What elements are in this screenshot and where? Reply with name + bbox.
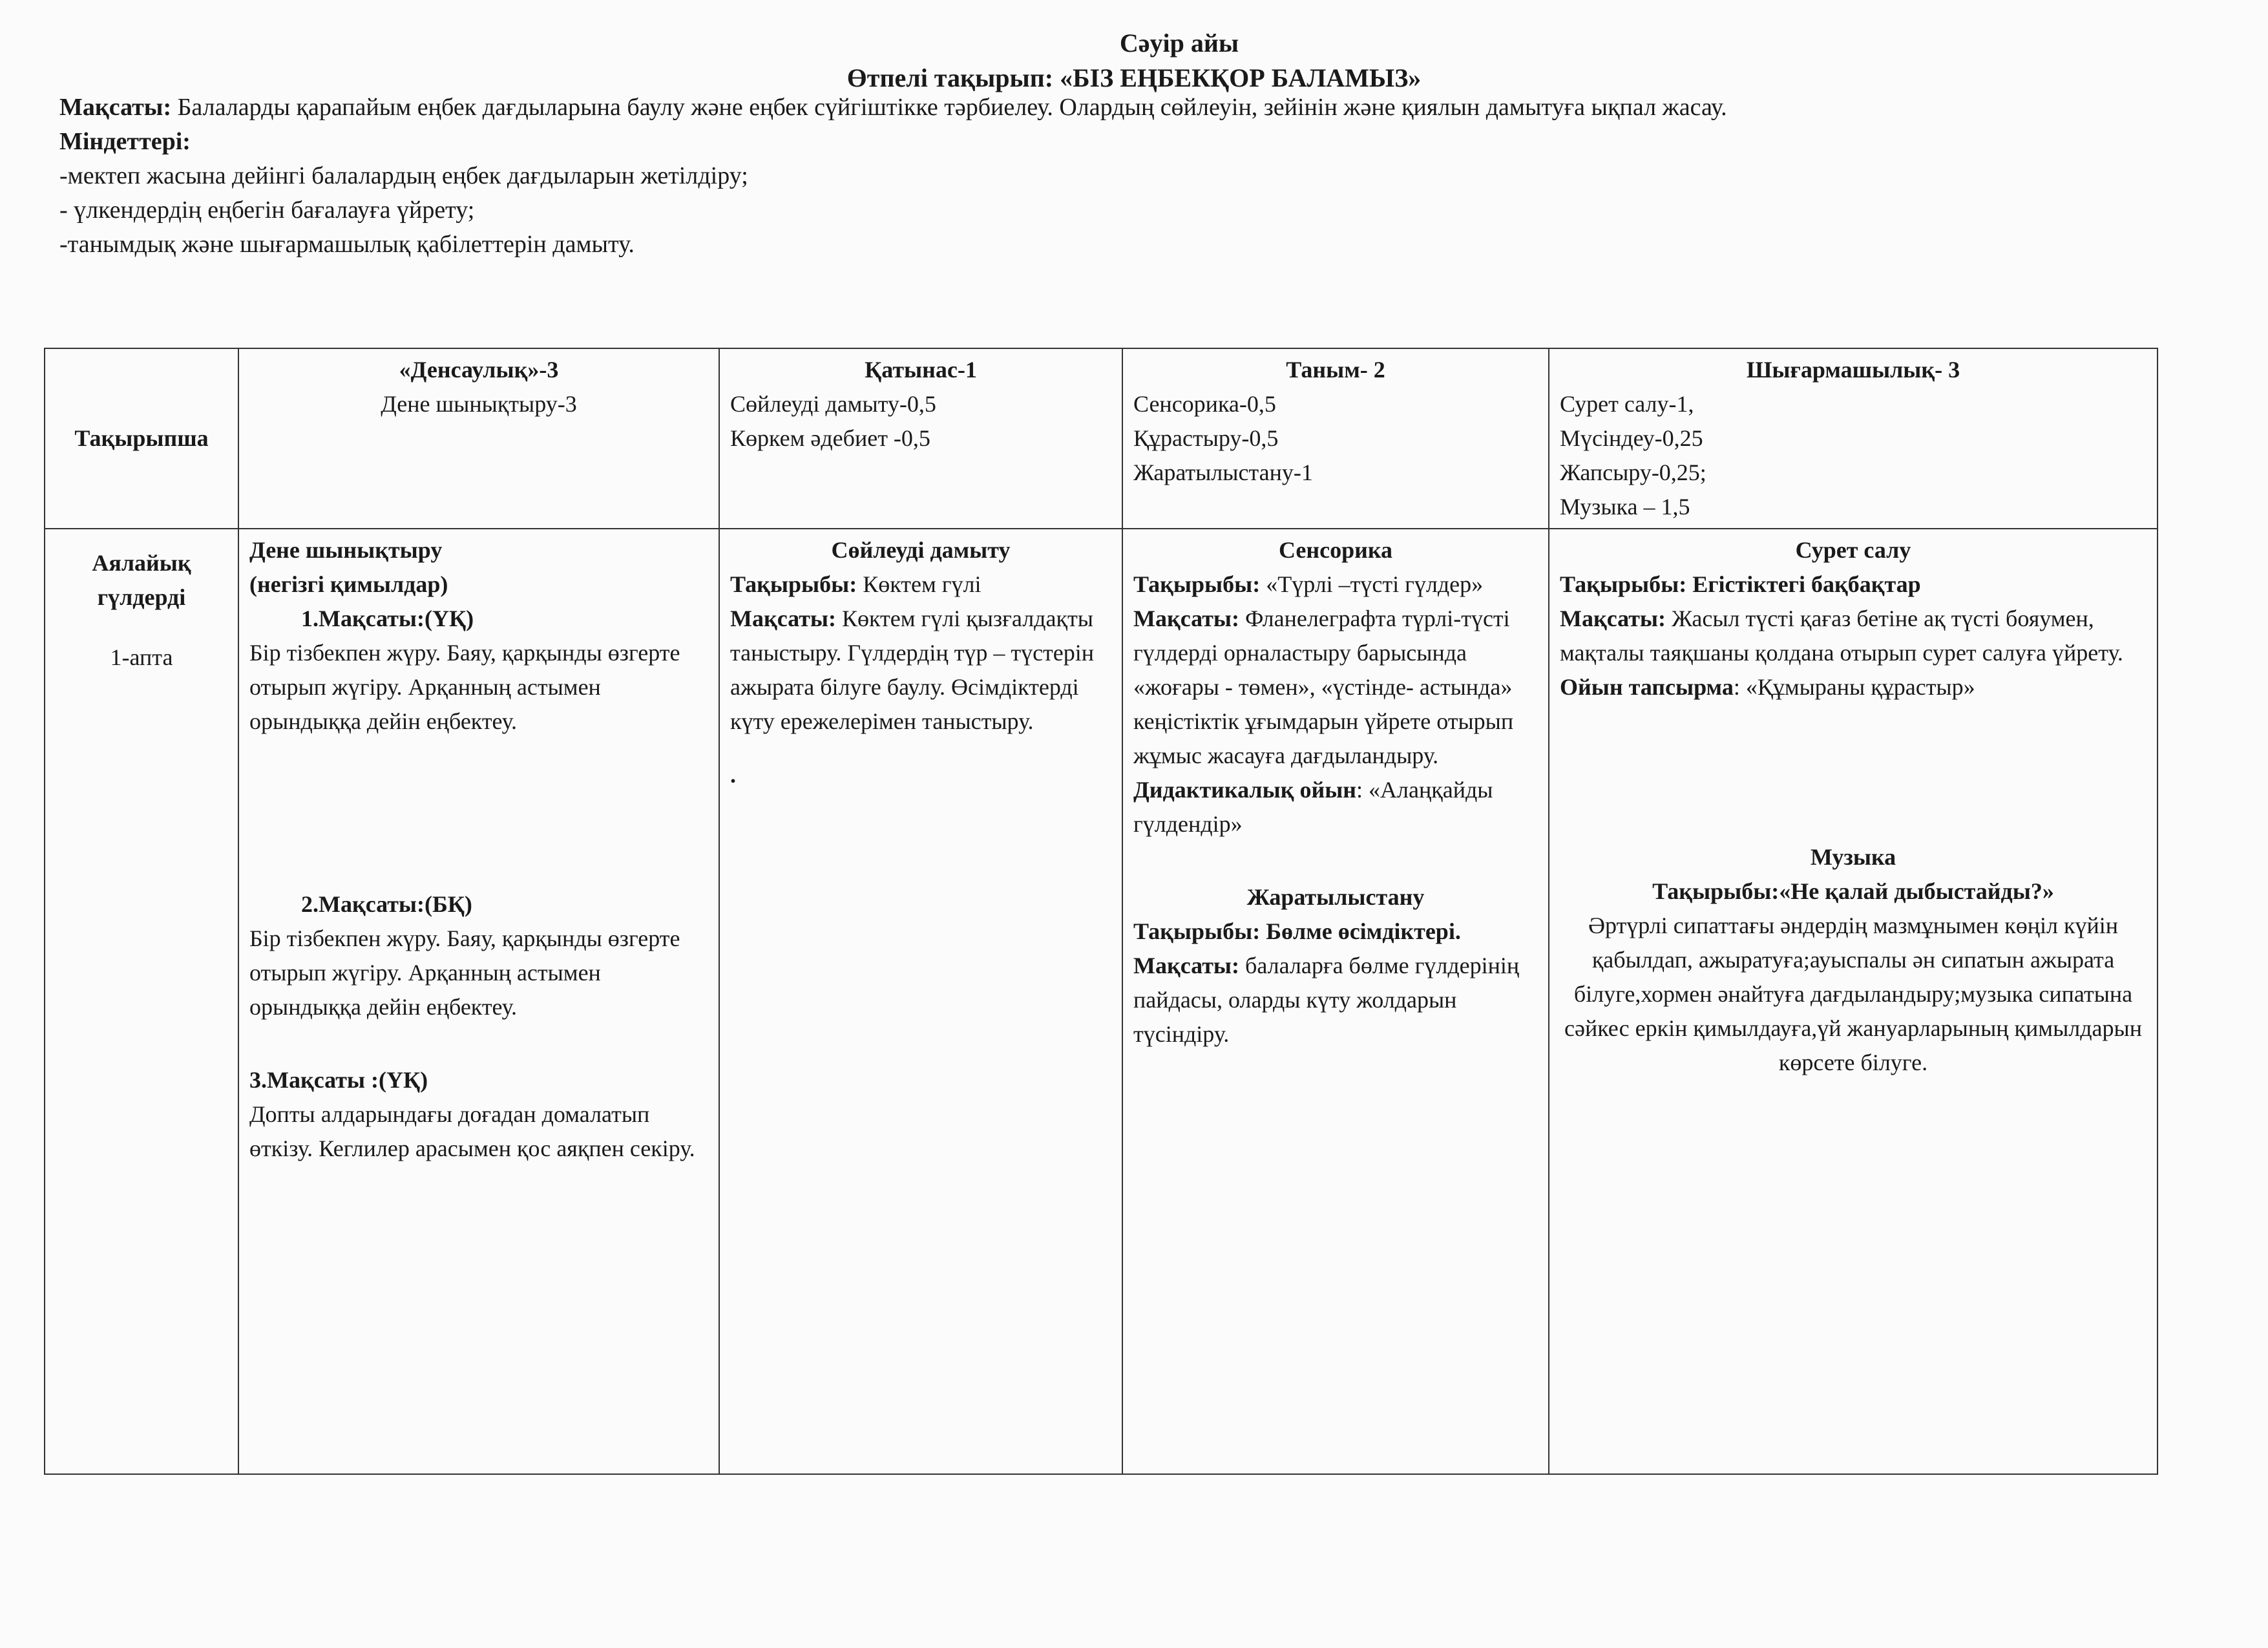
header-cognition [1122,348,1549,529]
art-title: Сурет салу [1795,537,1911,563]
nature-goal [1133,949,1538,1051]
header-creativity-title: Шығармашылық- 3 [1746,357,1960,383]
task-item-2: - үлкендердің еңбегін бағалауға үйрету; [59,196,475,224]
intro-section [59,90,2127,262]
sensor-title: Сенсорика [1278,537,1393,563]
task-item-1: -мектеп жасына дейінгі балалардың еңбек дағдыларын жетілдіру; [59,162,748,189]
sensor-goal [1133,602,1538,773]
plan-table [44,348,2158,1475]
speech-goal [730,602,1111,739]
art-topic: Тақырыбы: Егістіктегі бақбақтар [1560,571,1921,597]
header-creativity [1549,348,2158,529]
pe-goal3-label: 3.Мақсаты :(ҮҚ) [249,1067,428,1093]
art-goal [1560,602,2147,670]
sensor-game-text: : «Алаңқайды гүлдендір» [1133,777,1493,837]
pe-title: Дене шынықтыру [249,537,443,563]
music-topic: Тақырыбы:«Не қалай дыбыстайды?» [1652,878,2054,904]
table-header-row [45,348,2158,529]
header-communication-line1: Сөйлеуді дамыту-0,5 [730,391,936,417]
pe-subtitle: (негізгі қимылдар) [249,571,448,597]
speech-goal-label: Мақсаты: [730,606,836,631]
header-health-line: Дене шынықтыру-3 [381,391,577,417]
topic-name: Аялайық гүлдерді [92,550,191,610]
header-creativity-line3: Жапсыру-0,25; [1560,460,1706,485]
creativity-cell [1549,529,2158,1474]
header-communication [719,348,1122,529]
header-cognition-line3: Жаратылыстану-1 [1133,460,1313,485]
task-item-3: -танымдық және шығармашылық қабілеттерін дамыту. [59,231,635,258]
nature-goal-text: балаларға бөлме гүлдерінің пайдасы, оларды күту жолдарын түсіндіру. [1133,953,1520,1047]
pe-goal1-text: Бір тізбекпен жүру. Баяу, қарқынды өзгерте отырып жүгіру. Арқанның астымен орындыққа дейін еңбектеу. [249,640,680,734]
theme-title: Өтпелі тақырып: «БІЗ ЕҢБЕКҚОР БАЛАМЫЗ» [846,63,1422,92]
sensor-goal-text: Фланелеграфта түрлі-түсті гүлдерді орналастыру барысында «жоғары - төмен», «үстінде- астында» кеңістіктік ұғымдарын үйрете отырып жұмыс жасауға дағдыландыру. [1133,606,1514,768]
art-game [1560,670,2147,704]
header-cognition-title: Таным- 2 [1286,357,1385,383]
header-cognition-line2: Құрастыру-0,5 [1133,425,1279,451]
month-title: Сәуір айы [1119,28,1239,58]
sensor-game-label: Дидактикалық ойын [1133,777,1357,803]
table-body-row [45,529,2158,1474]
header-health [238,348,719,529]
pe-goal2-label: 2.Мақсаты:(БҚ) [301,891,472,917]
goal-paragraph [59,90,2127,125]
speech-topic [730,567,1111,602]
header-cognition-line1: Сенсорика-0,5 [1133,391,1276,417]
art-goal-label: Мақсаты: [1560,606,1666,631]
goal-label: Мақсаты: [59,94,172,121]
topic-cell [45,529,238,1474]
music-text: Әртүрлі сипаттағы әндердің мазмұнымен көңіл күйін қабылдап, ажыратуға;ауыспалы ән сипатын ажырата білуге,хормен әнайтуға дағдыландыру;музыка сипатына сәйкес еркін қимылдауға,үй жануарларының қимылдарын көрсете білуге. [1564,913,2142,1075]
tasks-label: Міндеттері: [59,128,191,155]
speech-dot: . [730,762,736,788]
goal-text: Балаларды қарапайым еңбек дағдыларына баулу және еңбек сүйгіштікке тәрбиелеу. Олардың сөйлеуін, зейінін және қиялын дамытуға ықпал жасау. [171,94,1727,121]
header-communication-title: Қатынас-1 [865,357,977,383]
nature-topic: Тақырыбы: Бөлме өсімдіктері. [1133,918,1461,944]
nature-title: Жаратылыстану [1246,884,1425,910]
art-game-text: : «Құмыраны құрастыр» [1733,674,1975,700]
art-goal-text: Жасыл түсті қағаз бетіне ақ түсті бояумен, мақталы таяқшаны қолдана отырып сурет салуға үйрету. [1560,606,2123,666]
week-label: 1-апта [110,644,173,670]
header-communication-line2: Көркем әдебиет -0,5 [730,425,930,451]
music-title: Музыка [1810,844,1896,870]
sensor-goal-label: Мақсаты: [1133,606,1239,631]
cognition-cell [1122,529,1549,1474]
speech-goal-text: Көктем гүлі қызғалдақты таныстыру. Гүлдердің түр – түстерін ажырата білуге баулу. Өсімдіктерді күту ережелерімен таныстыру. [730,606,1095,734]
pe-cell [238,529,719,1474]
sensor-game [1133,773,1538,841]
pe-goal2-text: Бір тізбекпен жүру. Баяу, қарқынды өзгерте отырып жүгіру. Арқанның астымен орындыққа дейін еңбектеу. [249,925,680,1020]
sensor-topic [1133,567,1538,602]
header-subtopic: Тақырыпша [45,348,238,529]
pe-goal1-label: 1.Мақсаты:(ҮҚ) [301,606,474,631]
sensor-topic-text: «Түрлі –түсті гүлдер» [1260,571,1484,597]
header-creativity-line4: Музыка – 1,5 [1560,494,1690,520]
speech-topic-text: Көктем гүлі [857,571,982,597]
speech-topic-label: Тақырыбы: [730,571,857,597]
speech-cell [719,529,1122,1474]
art-game-label: Ойын тапсырма [1560,674,1734,700]
header-creativity-line2: Мүсіндеу-0,25 [1560,425,1703,451]
nature-goal-label: Мақсаты: [1133,953,1239,978]
pe-goal3-text: Допты алдарындағы доғадан домалатып өткізу. Кеглилер арасымен қос аяқпен секіру. [249,1101,695,1161]
sensor-topic-label: Тақырыбы: [1133,571,1261,597]
header-health-title: «Денсаулық»-3 [399,357,559,383]
header-creativity-line1: Сурет салу-1, [1560,391,1694,417]
speech-title: Сөйлеуді дамыту [831,537,1011,563]
